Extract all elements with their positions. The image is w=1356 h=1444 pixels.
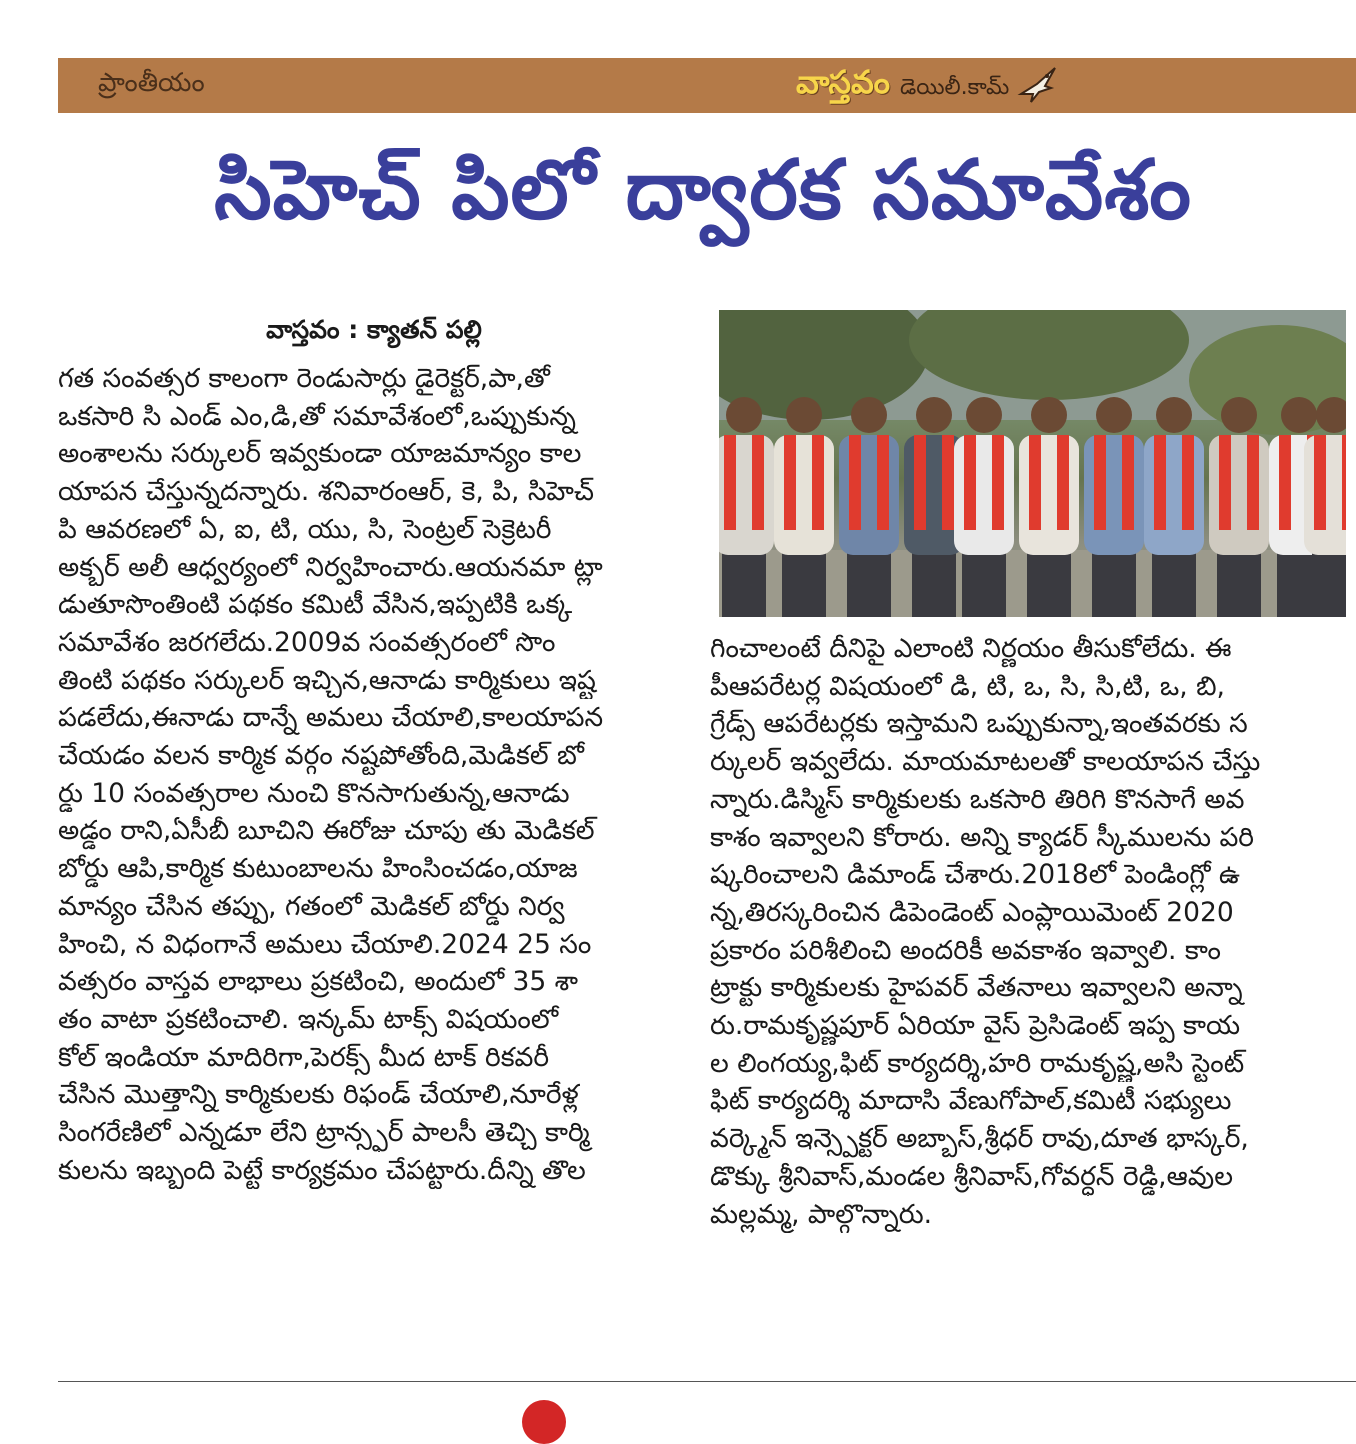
- article-left-line: పి ఆవరణలో ఏ, ఐ, టి, యు, సి, సెంట్రల్ సెక్రెటరీ: [58, 513, 552, 545]
- bird-icon: [1017, 64, 1059, 108]
- article-right-line: న్నారు.డిస్మిస్ కార్మికులకు ఒకసారి తిరిగి కొనసాగే అవ: [710, 783, 1245, 815]
- article-right-line: వర్క్మెన్ ఇన్స్పెక్టర్ అబ్బాస్,శ్రీధర్ రావు,దూత భాస్కర్,: [710, 1123, 1249, 1155]
- brand-logo: [796, 62, 1059, 110]
- brand-domain: డెయిలీ.కామ్: [899, 75, 1010, 100]
- article-right-line: ట్రాక్టు కార్మికులకు హైపవర్ వేతనాలు ఇవ్వాలని అన్నా: [710, 972, 1243, 1004]
- article-right-column: [710, 630, 1338, 1233]
- article-left-line: తింటి పథకం సర్కులర్ ఇచ్చిన,ఆనాడు కార్మికులు ఇష్ట: [58, 664, 596, 696]
- dateline: వాస్తవం : క్యాతన్ పల్లి: [266, 315, 482, 344]
- headline: సిహెచ్ పిలో ద్వారక సమావేశం: [214, 143, 1192, 238]
- article-right-line: న్న,తిరస్కరించిన డిపెండెంట్ ఎంప్లాయిమెంట్ 2020: [710, 896, 1234, 928]
- bottom-divider: [58, 1381, 1356, 1382]
- person-figure: [774, 397, 834, 617]
- article-right-line: గ్రేడ్స్ ఆపరేటర్లకు ఇస్తామని ఒప్పుకున్నా,ఇంతవరకు స: [710, 708, 1248, 740]
- article-left-line: డుతూసొంతింటి పథకం కమిటీ వేసిన,ఇప్పటికి ఒక్క: [58, 589, 573, 621]
- article-right-line: ఫిట్ కార్యదర్శి మాదాసి వేణుగోపాల్,కమిటీ సభ్యులు: [710, 1085, 1232, 1117]
- article-left-line: అంశాలను సర్కులర్ ఇవ్వకుండా యాజమాన్యం కాల: [58, 438, 582, 470]
- article-right-line: రు.రామకృష్ణపూర్ ఏరియా వైస్ ప్రెసిడెంట్ ఇప్ప కాయ: [710, 1010, 1241, 1042]
- article-right-line: కాశం ఇవ్వాలని కోరారు. అన్ని క్యాడర్ స్కీములను పరి: [710, 821, 1255, 853]
- article-left-line: కోల్ ఇండియా మాదిరిగా,పెరక్స్ మీద టాక్ రికవరీ: [58, 1041, 550, 1073]
- person-figure: [1084, 397, 1144, 617]
- article-left-line: సింగరేణిలో ఎన్నడూ లేని ట్రాన్స్ఫర్ పాలసీ తెచ్చి కార్మి: [58, 1117, 590, 1149]
- article-left-line: కులను ఇబ్బంది పెట్టే కార్యక్రమం చేపట్టారు.దీన్ని తొల: [58, 1154, 586, 1186]
- article-left-line: యాపన చేస్తున్నదన్నారు. శనివారంఆర్, కె, పి, సిహెచ్: [58, 476, 594, 508]
- article-left-line: చేయడం వలన కార్మిక వర్గం నష్టపోతోంది,మెడికల్ బో: [58, 740, 584, 772]
- article-left-line: ఒకసారి సి ఎండ్ ఎం,డి,తో సమావేశంలో,ఒప్పుకున్న: [58, 400, 576, 432]
- article-left-column: [58, 360, 682, 1189]
- brand-name: వాస్తవం: [796, 63, 890, 101]
- article-right-line: ప్రకారం పరిశీలించి అందరికీ అవకాశం ఇవ్వాలి. కాం: [710, 934, 1221, 966]
- article-left-line: బోర్డు ఆపి,కార్మిక కుటుంబాలను హింసించడం,యాజ: [58, 853, 578, 885]
- page-marker-dot: [522, 1400, 566, 1444]
- person-figure: [839, 397, 899, 617]
- article-left-line: మాన్యం చేసిన తప్పు, గతంలో మెడికల్ బోర్డు నిర్వ: [58, 890, 565, 922]
- article-left-line: హించి, న విధంగానే అమలు చేయాలి.2024 25 సం: [58, 928, 592, 960]
- article-right-line: మల్లమ్మ, పాల్గొన్నారు.: [710, 1198, 933, 1230]
- article-left-line: చేసిన మొత్తాన్ని కార్మికులకు రిఫండ్ చేయాలి,నూరేళ్ల: [58, 1079, 579, 1111]
- news-photo: [719, 310, 1346, 617]
- article-right-line: గించాలంటే దీనిపై ఎలాంటి నిర్ణయం తీసుకోలేదు. ఈ: [710, 633, 1232, 664]
- person-figure: [1144, 397, 1204, 617]
- article-left-line: అక్బర్ అలీ ఆధ్వర్యంలో నిర్వహించారు.ఆయనమా ట్లా: [58, 551, 603, 583]
- section-label: ప్రాంతీయం: [98, 68, 205, 98]
- article-left-line: ర్డు 10 సంవత్సరాల నుంచి కొనసాగుతున్న,ఆనాడు: [58, 777, 570, 809]
- article-left-line: అడ్డం రాని,ఏసీబీ బూచిని ఈరోజు చూపు తు మెడికల్: [58, 815, 595, 847]
- article-left-line: వత్సరం వాస్తవ లాభాలు ప్రకటించి, అందులో 35 శా: [58, 966, 579, 998]
- page-header-band: [58, 58, 1356, 113]
- article-left-line: గత సంవత్సర కాలంగా రెండుసార్లు డైరెక్టర్,పా,తో: [58, 363, 550, 394]
- person-figure: [954, 397, 1014, 617]
- person-figure: [1019, 397, 1079, 617]
- article-left-line: తం వాటా ప్రకటించాలి. ఇన్కమ్ టాక్స్ విషయంలో: [58, 1003, 559, 1035]
- article-left-line: సమావేశం జరగలేదు.2009వ సంవత్సరంలో సొం: [58, 626, 556, 658]
- article-right-line: పీఆపరేటర్ల విషయంలో డి, టి, ఒ, సి, సి,టి, ఒ, బి,: [710, 670, 1225, 702]
- person-figure: [719, 397, 774, 617]
- article-right-line: డొక్కు శ్రీనివాస్,మండల శ్రీనివాస్,గోవర్ధన్ రెడ్డి,ఆవుల: [710, 1160, 1233, 1192]
- article-right-line: ష్కరించాలని డిమాండ్ చేశారు.2018లో పెండింగ్లో ఉ: [710, 859, 1241, 891]
- article-right-line: ర్కులర్ ఇవ్వలేదు. మాయమాటలతో కాలయాపన చేస్తు: [710, 746, 1261, 778]
- article-right-line: ల లింగయ్య,ఫిట్ కార్యదర్శి,హరి రామకృష్ణ,అసి స్టెంట్: [710, 1047, 1245, 1079]
- article-left-line: పడలేదు,ఈనాడు దాన్నే అమలు చేయాలి,కాలయాపన: [58, 702, 604, 734]
